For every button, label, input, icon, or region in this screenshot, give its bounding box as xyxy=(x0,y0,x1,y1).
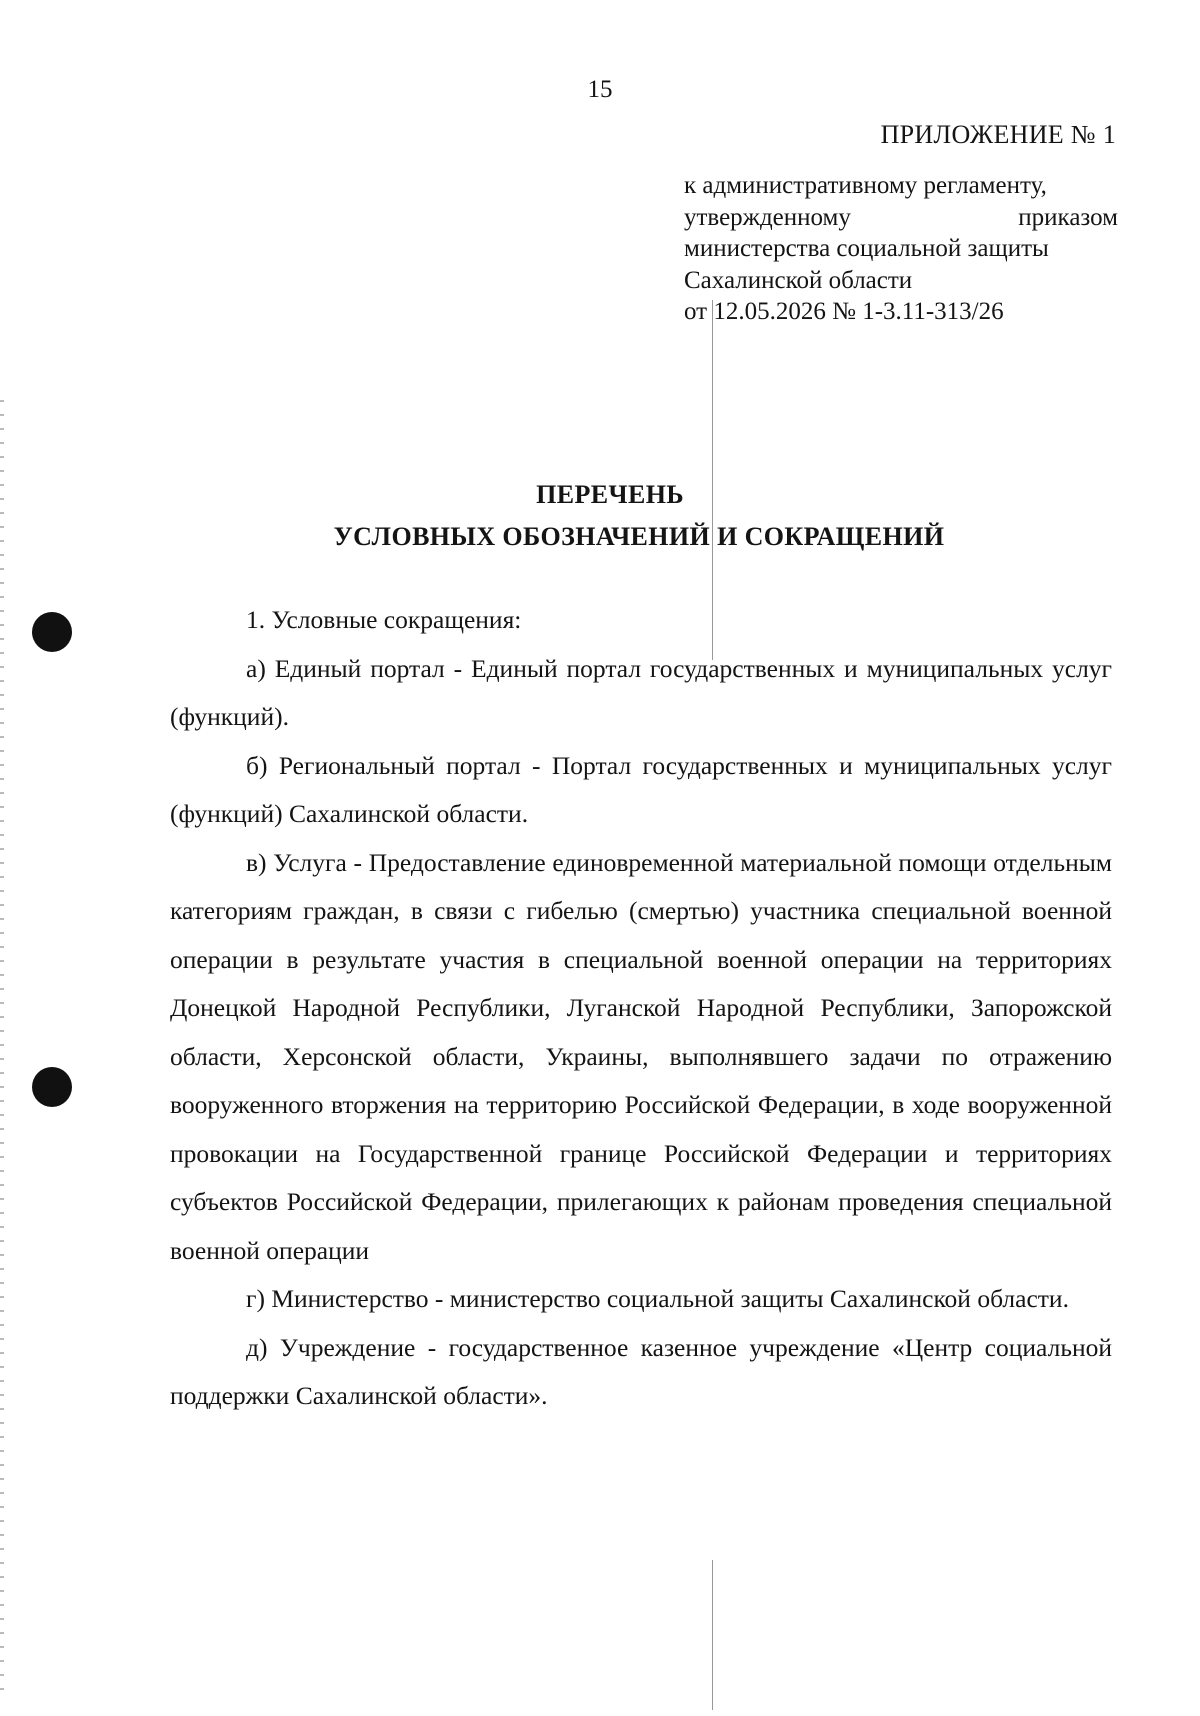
list-item: б) Региональный портал - Портал государственных и муниципальных услуг (функций) Сахалинской области. xyxy=(170,750,1112,828)
approval-line: Сахалинской области xyxy=(684,266,913,294)
page-number: 15 xyxy=(587,76,613,103)
list-item: д) Учреждение - государственное казенное учреждение «Центр социальной поддержки Сахалинской области». xyxy=(170,1332,1112,1410)
scan-artifact-line xyxy=(712,1560,713,1710)
document-body xyxy=(170,596,1112,1421)
approval-line: министерства социальной защиты xyxy=(684,235,1049,262)
approval-line xyxy=(684,202,1118,234)
approval-block xyxy=(684,170,1118,328)
scan-edge-marks xyxy=(0,400,4,1700)
document-subtitle: УСЛОВНЫХ ОБОЗНАЧЕНИЙ И СОКРАЩЕНИЙ xyxy=(333,522,945,551)
list-item: а) Единый портал - Единый портал государственных и муниципальных услуг (функций). xyxy=(170,653,1112,731)
appendix-label: ПРИЛОЖЕНИЕ № 1 xyxy=(880,120,1116,149)
section-heading: 1. Условные сокращения: xyxy=(246,605,522,634)
approval-word: утвержденному xyxy=(684,203,851,231)
binder-hole-mark xyxy=(32,1067,72,1107)
approval-word: приказом xyxy=(1018,203,1118,231)
approval-line: к административному регламенту, xyxy=(684,172,1047,199)
document-title: ПЕРЕЧЕНЬ xyxy=(536,480,684,509)
list-item: г) Министерство - министерство социальной защиты Сахалинской области. xyxy=(246,1284,1069,1313)
binder-hole-mark xyxy=(32,612,72,652)
list-item: в) Услуга - Предоставление единовременной материальной помощи отдельным категориям граждан, в связи с гибелью (смертью) участника специальной военной операции в результате участия в специальной военной операции на территориях Донецкой Народной Республики, Луганской Народной Республики, Запорожской области, Херсонской области, Украины, выполнявшего задачи по отражению вооруженного вторжения на территорию Российской Федерации, в ходе вооруженной провокации на Государственной границе Российской Федерации и территориях субъектов Российской Федерации, прилегающих к районам проведения специальной военной операции xyxy=(170,847,1112,1265)
approval-date-line: от 12.05.2026 № 1-3.11-313/26 xyxy=(684,298,1004,325)
